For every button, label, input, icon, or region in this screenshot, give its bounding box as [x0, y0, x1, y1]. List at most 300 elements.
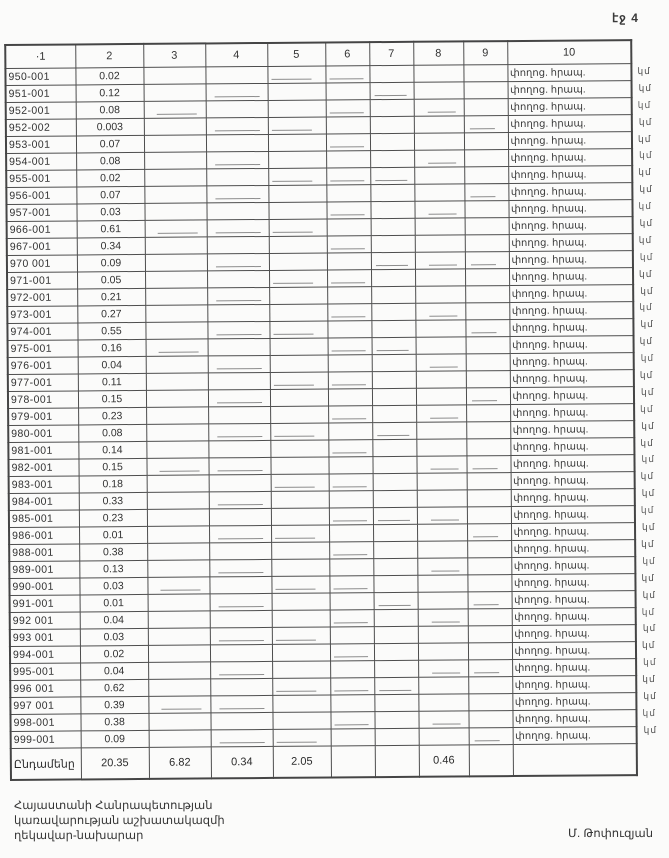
- value-cell: 0.38: [79, 543, 147, 561]
- empty-cell: [464, 133, 508, 150]
- empty-cell: [146, 373, 208, 390]
- empty-cell: [416, 422, 466, 439]
- column-header-7: 7: [369, 42, 413, 66]
- unit-mark-km: կմ: [639, 184, 653, 195]
- empty-cell: [417, 541, 467, 558]
- empty-cell: [374, 711, 418, 728]
- unit-mark-km: կմ: [641, 606, 656, 617]
- empty-cell: [148, 645, 210, 662]
- empty-cell: [208, 389, 270, 406]
- empty-cell: [272, 661, 330, 678]
- empty-cell: [468, 711, 512, 728]
- empty-cell: [271, 474, 329, 491]
- value-cell: 0.12: [76, 84, 144, 102]
- empty-cell: [415, 252, 465, 269]
- empty-cell: [328, 440, 372, 457]
- unit-mark-km: կմ: [638, 116, 653, 127]
- empty-cell: [210, 695, 272, 712]
- unit-mark-km: կմ: [639, 217, 654, 229]
- empty-cell: [147, 526, 209, 543]
- column-header-6: 6: [325, 42, 369, 66]
- empty-cell: [371, 218, 415, 235]
- empty-cell: [206, 168, 268, 185]
- code-cell: 978-001: [8, 391, 78, 409]
- empty-cell: [371, 286, 415, 303]
- totals-col9: [469, 745, 513, 777]
- empty-cell: [210, 644, 272, 661]
- empty-cell: [208, 457, 270, 474]
- empty-cell: [415, 235, 465, 252]
- empty-cell: [415, 286, 465, 303]
- empty-cell: [329, 491, 373, 508]
- empty-cell: [270, 440, 328, 457]
- empty-cell: [330, 593, 374, 610]
- empty-cell: [146, 339, 208, 356]
- empty-cell: [206, 134, 268, 151]
- empty-cell: [271, 491, 329, 508]
- unit-mark-km: կմ: [642, 623, 657, 634]
- column-header-5: 5: [267, 43, 325, 67]
- empty-cell: [272, 712, 330, 729]
- empty-cell: [372, 405, 416, 422]
- empty-cell: [374, 660, 418, 677]
- value-cell: 0.003: [76, 118, 144, 136]
- note-cell: փողոց. հրապ.: [511, 557, 635, 575]
- empty-cell: [330, 661, 374, 678]
- empty-cell: [144, 186, 206, 203]
- empty-cell: [415, 303, 465, 320]
- note-cell: փողոց. հրապ.: [512, 625, 636, 643]
- code-cell: 992 001: [10, 612, 80, 630]
- empty-cell: [206, 100, 268, 117]
- value-cell: 0.07: [76, 186, 144, 204]
- value-cell: 0.04: [80, 662, 148, 680]
- empty-cell: [149, 730, 211, 747]
- unit-mark-km: կմ: [641, 640, 656, 651]
- empty-cell: [269, 253, 327, 270]
- empty-cell: [418, 711, 468, 728]
- empty-cell: [416, 337, 466, 354]
- empty-cell: [373, 524, 417, 541]
- empty-cell: [205, 66, 267, 83]
- empty-cell: [418, 660, 468, 677]
- empty-cell: [414, 167, 464, 184]
- empty-cell: [468, 677, 512, 694]
- empty-cell: [210, 627, 272, 644]
- unit-mark-km: կմ: [637, 65, 651, 77]
- value-cell: 0.15: [78, 390, 146, 408]
- totals-row: [11, 744, 637, 780]
- code-cell: 983-001: [9, 476, 79, 494]
- empty-cell: [326, 202, 370, 219]
- empty-cell: [145, 237, 207, 254]
- empty-cell: [147, 560, 209, 577]
- note-cell: փողոց. հրապ.: [509, 251, 633, 269]
- empty-cell: [144, 118, 206, 135]
- empty-cell: [418, 592, 468, 609]
- empty-cell: [210, 593, 272, 610]
- note-cell: փողոց. հրապ.: [508, 98, 632, 116]
- totals-label: Ընդամենը: [11, 748, 81, 780]
- empty-cell: [207, 219, 269, 236]
- empty-cell: [145, 271, 207, 288]
- empty-cell: [272, 610, 330, 627]
- value-cell: 0.18: [79, 475, 147, 493]
- empty-cell: [271, 525, 329, 542]
- empty-cell: [208, 355, 270, 372]
- empty-cell: [330, 678, 374, 695]
- empty-cell: [207, 253, 269, 270]
- empty-cell: [371, 252, 415, 269]
- empty-cell: [326, 83, 370, 100]
- empty-cell: [414, 99, 464, 116]
- value-cell: 0.23: [78, 407, 146, 425]
- empty-cell: [465, 320, 509, 337]
- empty-cell: [372, 388, 416, 405]
- empty-cell: [145, 254, 207, 271]
- empty-cell: [147, 509, 209, 526]
- empty-cell: [270, 406, 328, 423]
- empty-cell: [148, 713, 210, 730]
- empty-cell: [327, 321, 371, 338]
- value-cell: 0.23: [79, 509, 147, 527]
- note-cell: փողոց. հրապ.: [507, 64, 631, 82]
- empty-cell: [372, 337, 416, 354]
- empty-cell: [207, 321, 269, 338]
- empty-cell: [372, 456, 416, 473]
- empty-cell: [466, 456, 510, 473]
- empty-cell: [466, 439, 510, 456]
- empty-cell: [147, 577, 209, 594]
- empty-cell: [325, 66, 369, 83]
- empty-cell: [208, 440, 270, 457]
- empty-cell: [416, 456, 466, 473]
- unit-mark-km: կմ: [643, 690, 657, 701]
- note-cell: փողոց. հրապ.: [508, 183, 632, 201]
- empty-cell: [327, 253, 371, 270]
- empty-cell: [327, 219, 371, 236]
- value-cell: 0.14: [78, 441, 146, 459]
- empty-cell: [326, 134, 370, 151]
- empty-cell: [208, 406, 270, 423]
- empty-cell: [270, 355, 328, 372]
- empty-cell: [370, 133, 414, 150]
- value-cell: 0.39: [80, 696, 148, 714]
- empty-cell: [327, 236, 371, 253]
- code-cell: 976-001: [8, 357, 78, 375]
- table-footer: [11, 744, 637, 780]
- empty-cell: [144, 169, 206, 186]
- empty-cell: [269, 270, 327, 287]
- empty-cell: [417, 524, 467, 541]
- empty-cell: [326, 100, 370, 117]
- empty-cell: [328, 355, 372, 372]
- note-cell: փողոց. հրապ.: [511, 489, 635, 507]
- empty-cell: [469, 728, 513, 745]
- empty-cell: [464, 167, 508, 184]
- code-cell: 974-001: [7, 323, 77, 341]
- code-cell: 966-001: [7, 221, 77, 239]
- empty-cell: [268, 185, 326, 202]
- empty-cell: [416, 354, 466, 371]
- value-cell: 0.11: [78, 373, 146, 391]
- empty-cell: [328, 372, 372, 389]
- value-cell: 0.16: [78, 339, 146, 357]
- page-number-label: էջ 4: [612, 11, 639, 25]
- note-cell: փողոց. հրապ.: [509, 319, 633, 337]
- unit-mark-km: կմ: [640, 319, 654, 330]
- code-cell: 975-001: [8, 340, 78, 358]
- code-cell: 990-001: [9, 578, 79, 596]
- unit-mark-km: կմ: [640, 403, 654, 414]
- empty-cell: [464, 150, 508, 167]
- note-cell: փողոց. հրապ.: [510, 438, 634, 456]
- unit-mark-km: կմ: [640, 353, 655, 364]
- empty-cell: [329, 508, 373, 525]
- value-cell: 0.01: [79, 526, 147, 544]
- note-cell: փողոց. հրապ.: [512, 659, 636, 677]
- empty-cell: [466, 354, 510, 371]
- value-cell: 0.04: [78, 356, 146, 374]
- note-cell: փողոց. հրապ.: [513, 727, 637, 745]
- value-cell: 0.34: [77, 237, 145, 255]
- note-cell: փողոց. հրապ.: [512, 642, 636, 660]
- empty-cell: [144, 203, 206, 220]
- totals-col6: [331, 746, 375, 778]
- unit-mark-km: կմ: [639, 336, 654, 347]
- unit-mark-km: կմ: [639, 302, 653, 313]
- value-cell: 0.08: [78, 424, 146, 442]
- empty-cell: [329, 576, 373, 593]
- empty-cell: [413, 65, 463, 82]
- unit-marks-column: [637, 63, 656, 739]
- empty-cell: [373, 507, 417, 524]
- empty-cell: [207, 287, 269, 304]
- code-cell: 999-001: [11, 731, 81, 749]
- value-cell: 0.02: [76, 169, 144, 187]
- empty-cell: [467, 507, 511, 524]
- value-cell: 0.03: [79, 577, 147, 595]
- empty-cell: [374, 609, 418, 626]
- empty-cell: [374, 626, 418, 643]
- value-cell: 0.38: [80, 713, 148, 731]
- empty-cell: [268, 100, 326, 117]
- empty-cell: [467, 524, 511, 541]
- empty-cell: [145, 220, 207, 237]
- empty-cell: [371, 320, 415, 337]
- empty-cell: [209, 542, 271, 559]
- empty-cell: [148, 679, 210, 696]
- empty-cell: [327, 287, 371, 304]
- unit-mark-km: կմ: [642, 555, 656, 566]
- note-cell: փողոց. հրապ.: [509, 217, 633, 235]
- empty-cell: [416, 388, 466, 405]
- empty-cell: [331, 729, 375, 746]
- code-cell: 967-001: [7, 238, 77, 256]
- empty-cell: [326, 117, 370, 134]
- signature-block: [14, 799, 659, 844]
- empty-cell: [210, 712, 272, 729]
- empty-cell: [268, 117, 326, 134]
- empty-cell: [209, 508, 271, 525]
- empty-cell: [370, 150, 414, 167]
- empty-cell: [146, 458, 208, 475]
- value-cell: 0.62: [80, 679, 148, 697]
- code-cell: 977-001: [8, 374, 78, 392]
- code-cell: 951-001: [6, 85, 76, 103]
- empty-cell: [273, 729, 331, 746]
- unit-mark-km: կմ: [640, 471, 655, 482]
- empty-cell: [467, 490, 511, 507]
- value-cell: 0.07: [76, 135, 144, 153]
- empty-cell: [419, 728, 469, 745]
- column-header-10: 10: [507, 40, 631, 64]
- code-cell: 950-001: [5, 68, 75, 86]
- empty-cell: [330, 695, 374, 712]
- empty-cell: [330, 712, 374, 729]
- empty-cell: [327, 304, 371, 321]
- empty-cell: [272, 644, 330, 661]
- empty-cell: [268, 168, 326, 185]
- empty-cell: [372, 439, 416, 456]
- empty-cell: [463, 65, 507, 82]
- empty-cell: [270, 423, 328, 440]
- empty-cell: [271, 542, 329, 559]
- code-cell: 997 001: [10, 697, 80, 715]
- empty-cell: [464, 184, 508, 201]
- empty-cell: [414, 116, 464, 133]
- note-cell: փողոց. հրապ.: [509, 268, 633, 286]
- empty-cell: [272, 695, 330, 712]
- empty-cell: [270, 372, 328, 389]
- footer-line-1: Հայաստանի Հանրապետության: [14, 800, 213, 812]
- empty-cell: [468, 609, 512, 626]
- empty-cell: [210, 678, 272, 695]
- signatory-name: Մ. Թոփուզյան: [567, 828, 653, 840]
- empty-cell: [268, 151, 326, 168]
- empty-cell: [328, 457, 372, 474]
- code-cell: 979-001: [8, 408, 78, 426]
- note-cell: փողոց. հրապ.: [511, 574, 635, 592]
- unit-mark-km: կմ: [640, 437, 654, 448]
- footer-line-3: ղեկավար-նախարար: [14, 830, 144, 842]
- note-cell: փողոց. հրապ.: [512, 710, 636, 728]
- data-table: [4, 39, 638, 781]
- empty-cell: [145, 322, 207, 339]
- value-cell: 0.21: [77, 288, 145, 306]
- empty-cell: [372, 354, 416, 371]
- note-cell: փողոց. հրապ.: [512, 676, 636, 694]
- code-cell: 972-001: [7, 289, 77, 307]
- empty-cell: [468, 592, 512, 609]
- empty-cell: [207, 304, 269, 321]
- empty-cell: [468, 660, 512, 677]
- code-cell: 970 001: [7, 255, 77, 273]
- empty-cell: [415, 218, 465, 235]
- note-cell: փողոց. հրապ.: [508, 166, 632, 184]
- empty-cell: [269, 287, 327, 304]
- value-cell: 0.15: [78, 458, 146, 476]
- unit-mark-km: կմ: [642, 673, 656, 685]
- code-cell: 988-001: [9, 544, 79, 562]
- code-cell: 954-001: [6, 153, 76, 171]
- empty-cell: [271, 508, 329, 525]
- empty-cell: [372, 371, 416, 388]
- empty-cell: [210, 610, 272, 627]
- empty-cell: [269, 236, 327, 253]
- code-cell: 957-001: [6, 204, 76, 222]
- value-cell: 0.61: [77, 220, 145, 238]
- value-cell: 0.33: [79, 492, 147, 510]
- column-header-2: 2: [75, 44, 143, 68]
- note-cell: փողոց. հրապ.: [509, 302, 633, 320]
- empty-cell: [146, 407, 208, 424]
- unit-mark-km: կմ: [641, 454, 655, 465]
- empty-cell: [416, 439, 466, 456]
- empty-cell: [147, 543, 209, 560]
- code-cell: 952-002: [6, 119, 76, 137]
- empty-cell: [272, 678, 330, 695]
- empty-cell: [373, 575, 417, 592]
- empty-cell: [328, 338, 372, 355]
- empty-cell: [373, 558, 417, 575]
- totals-col5: 2.05: [273, 746, 331, 778]
- empty-cell: [417, 558, 467, 575]
- code-cell: 991-001: [10, 595, 80, 613]
- empty-cell: [206, 151, 268, 168]
- empty-cell: [468, 694, 512, 711]
- totals-col10: [513, 744, 637, 776]
- empty-cell: [206, 83, 268, 100]
- note-cell: փողոց. հրապ.: [508, 132, 632, 150]
- empty-cell: [465, 303, 509, 320]
- empty-cell: [329, 474, 373, 491]
- empty-cell: [144, 84, 206, 101]
- empty-cell: [211, 729, 273, 746]
- empty-cell: [418, 626, 468, 643]
- empty-cell: [464, 116, 508, 133]
- empty-cell: [468, 643, 512, 660]
- value-cell: 0.09: [77, 254, 145, 272]
- value-cell: 0.05: [77, 271, 145, 289]
- empty-cell: [269, 219, 327, 236]
- value-cell: 0.02: [75, 67, 143, 85]
- empty-cell: [148, 594, 210, 611]
- empty-cell: [466, 405, 510, 422]
- empty-cell: [468, 626, 512, 643]
- column-header-1: ·1: [5, 44, 75, 68]
- empty-cell: [465, 252, 509, 269]
- totals-col4: 0.34: [211, 746, 273, 778]
- empty-cell: [327, 270, 371, 287]
- empty-cell: [270, 389, 328, 406]
- empty-cell: [416, 405, 466, 422]
- code-cell: 984-001: [9, 493, 79, 511]
- unit-mark-km: կմ: [638, 201, 652, 212]
- note-cell: փողոց. հրապ.: [512, 693, 636, 711]
- empty-cell: [148, 628, 210, 645]
- footer-line-2: կառավարության աշխատակազմի: [14, 815, 225, 827]
- note-cell: փողոց. հրապ.: [510, 353, 634, 371]
- empty-cell: [371, 269, 415, 286]
- empty-cell: [418, 694, 468, 711]
- empty-cell: [465, 218, 509, 235]
- table-body: [5, 64, 636, 749]
- unit-mark-km: կմ: [637, 133, 652, 144]
- empty-cell: [370, 184, 414, 201]
- empty-cell: [269, 304, 327, 321]
- note-cell: փողոց. հրապ.: [510, 455, 634, 473]
